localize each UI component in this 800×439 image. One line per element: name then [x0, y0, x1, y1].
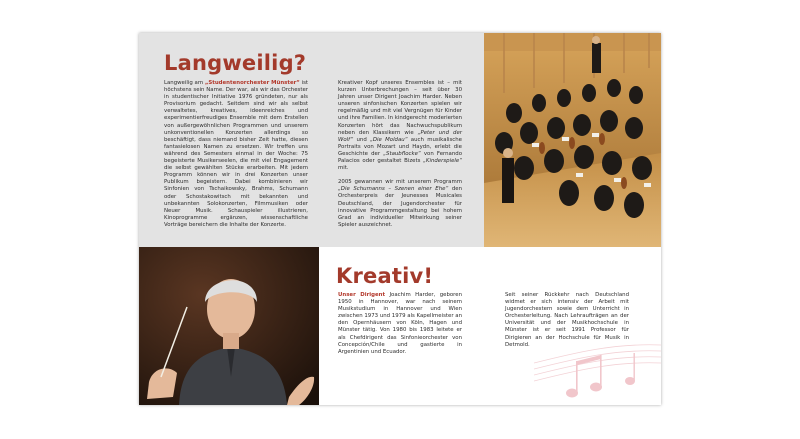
orchestra-name-highlight: „Studentenorchester Münster“	[204, 80, 300, 86]
orchestra-photo	[484, 33, 661, 247]
intro-column-left	[164, 80, 308, 236]
conductor-photo	[139, 247, 319, 405]
intro-panel	[139, 33, 484, 247]
music-notes-decoration	[534, 323, 661, 405]
conductor-bio-paragraph: Unser Dirigent Joachim Harder, geboren 1950 in Hannover, war nach seinem Musikstudium in Hannover und Wien zwischen 1973 und 1979 als Kapellmeister an den Opernhäusern von Köln, Hagen und Münster tätig. Von 1980 bis 1983 leitete er als Chefdirigent das Sinfonieorchester von Concepción/Chile und gastierte in Argentinien und Ecuador.	[338, 292, 462, 355]
section-title-langweilig: Langweilig?	[164, 51, 307, 75]
brochure-spread	[139, 33, 661, 405]
award-paragraph: 2005 gewannen wir mit unserem Programm „Die Schumanns – Szenen einer Ehe“ den Orchesterpreis der Jeunesses Musicales Deutschland, der Jugendorchester für innovative Programmgestaltung bei hohem Grad an individueller Mitwirkung seiner Spieler auszeichnet.	[338, 179, 462, 228]
intro-paragraph: Langweilig am „Studentenorchester Münster“ ist höchstens sein Name. Der war, als wir das Orchester in studentischer Initiative 1976 gründeten, nur als Provisorium gedacht. Seitdem sind wir als selbst verwaltetes, kreatives, ideenreiches und experimentierfreudiges Ensemble mit dem Erstellen von außergewöhnlichen Programmen und unserem unkonventionellen Konzerten allerdings so beschäftigt, dass niemand bisher Zeit hatte, diesen fantasielosen Namen zu ersetzen. Wir treffen uns während des Semesters einmal in der Woche: 75 begeisterte Musikerseelen, die mit viel Engagement die selbst gewählten Stücke erarbeiten. Mit jedem Programm können wir in drei Konzerten unser Publikum begeistern. Dabei kombinieren wir Sinfonien von Tschaikowsky, Brahms, Schumann oder Schostakowitsch mit bekannten und unbekannten Solokonzerten, Filmmusiken oder Neuer Musik. Schauspieler illustrieren, Kinoprogramme ergänzen, wissenschaftliche Vorträge bereichern die Inhalte der Konzerte.	[164, 80, 308, 228]
intro-column-right	[338, 80, 462, 236]
conductor-intro-paragraph: Kreativer Kopf unseres Ensembles ist – mit kurzen Unterbrechungen – seit über 30 Jahren unser Dirigent Joachim Harder. Neben unseren sinfonischen Konzerten spielen wir regelmäßig und mit viel Vergnügen für Kinder und ihre Familien. In kindgerecht moderierten Konzerten hört das Nachwuchspublikum neben den Klassikern wie „Peter und der Wolf“ und „Die Moldau“ auch musikalische Portraits von Mozart und Haydn, erlebt die Geschichte der „Staubflocke“ von Fernando Palacios oder gestaltet Bizets „Kinderspiele“ mit.	[338, 80, 463, 172]
section-title-kreativ: Kreativ!	[336, 264, 434, 288]
conductor-career-paragraph: Seit seiner Rückkehr nach Deutschland widmet er sich intensiv der Arbeit mit Jugendorchestern sowie dem Unterricht in Orchesterleitung. Nach Lehraufträgen an der Universität und der Musikhochschule in Münster ist er seit 1991 Professor für Dirigieren an der Hochschule für Musik in Detmold.	[505, 292, 629, 348]
conductor-bio-left	[338, 292, 462, 363]
conductor-highlight: Unser Dirigent	[338, 292, 386, 298]
